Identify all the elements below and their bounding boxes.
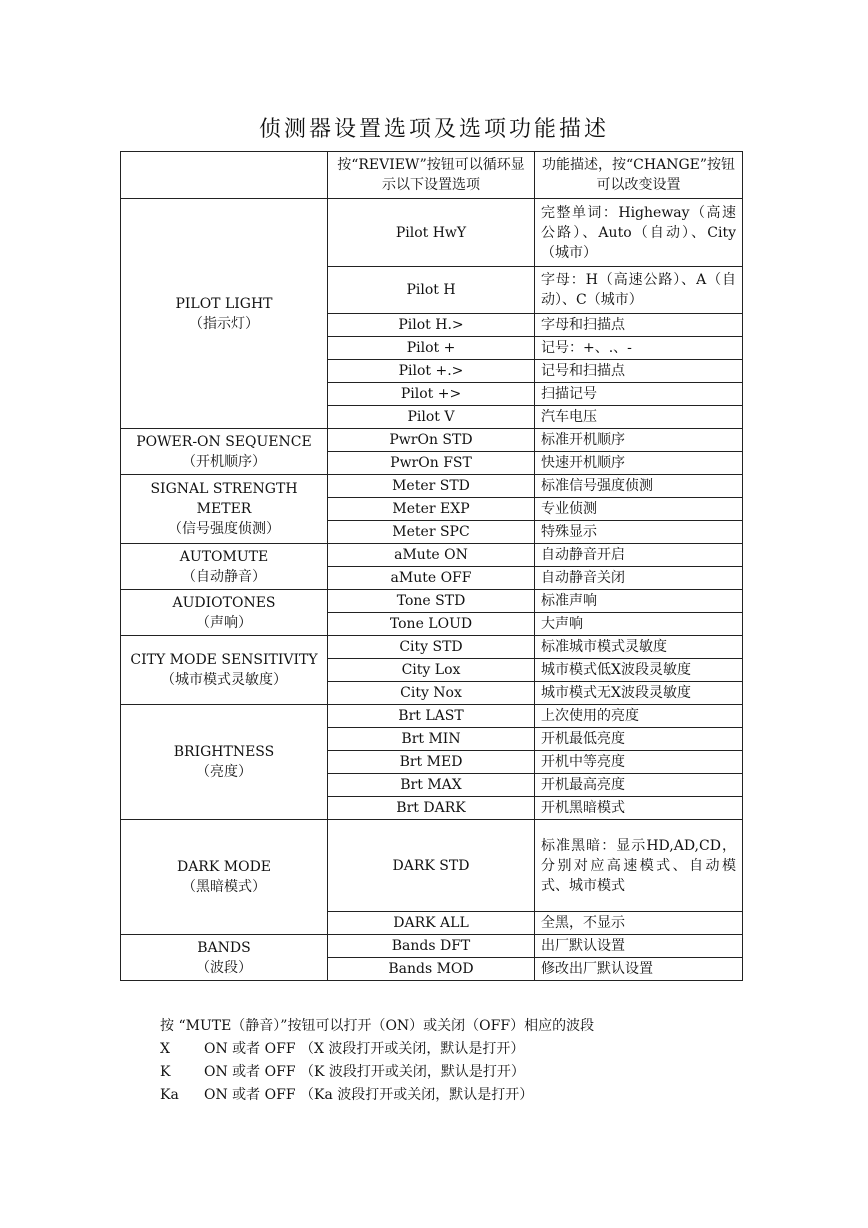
- category-cell: [121, 590, 328, 636]
- table-header-row: [121, 152, 743, 199]
- category-name-en: BANDS: [197, 939, 251, 956]
- option-cell: Pilot V: [328, 406, 535, 429]
- band-description: ON 或者 OFF （K 波段打开或关闭，默认是打开）: [204, 1064, 525, 1080]
- band-label: Ka: [160, 1087, 179, 1103]
- description-cell: 完整单词：Higheway（高速公路）、Auto（自动）、City（城市）: [535, 199, 743, 267]
- table-row: [121, 590, 743, 613]
- notes-section: [160, 1015, 594, 1107]
- option-cell: Meter SPC: [328, 521, 535, 544]
- description-cell: 自动静音开启: [535, 544, 743, 567]
- category-cell: [121, 429, 328, 475]
- option-cell: Brt LAST: [328, 705, 535, 728]
- category-cell: [121, 199, 328, 429]
- settings-table-body: [121, 152, 743, 981]
- description-cell: 标准开机顺序: [535, 429, 743, 452]
- band-label: X: [160, 1041, 170, 1057]
- option-cell: City Nox: [328, 682, 535, 705]
- header-category: [121, 152, 328, 199]
- option-cell: City Lox: [328, 659, 535, 682]
- document-title: 侦测器设置选项及选项功能描述: [258, 117, 609, 142]
- option-cell: PwrOn STD: [328, 429, 535, 452]
- description-cell: 扫描记号: [535, 383, 743, 406]
- category-name-cn: （波段）: [196, 959, 252, 976]
- table-row: [121, 199, 743, 267]
- option-cell: Tone STD: [328, 590, 535, 613]
- option-cell: aMute OFF: [328, 567, 535, 590]
- option-cell: Bands MOD: [328, 958, 535, 981]
- settings-table: [120, 151, 743, 981]
- option-cell: Brt MIN: [328, 728, 535, 751]
- table-row: [121, 544, 743, 567]
- option-cell: Brt DARK: [328, 797, 535, 820]
- option-cell: Pilot +: [328, 337, 535, 360]
- category-name-cn: （亮度）: [196, 764, 252, 780]
- description-cell: 出厂默认设置: [535, 935, 743, 958]
- description-cell: 标准黑暗：显示HD,AD,CD，分别对应高速模式、自动模式、城市模式: [535, 820, 743, 912]
- category-name-en: POWER-ON SEQUENCE: [136, 433, 312, 450]
- description-cell: 开机最低亮度: [535, 728, 743, 751]
- category-cell: [121, 705, 328, 820]
- option-cell: Pilot +.>: [328, 360, 535, 383]
- category-name-en: CITY MODE SENSITIVITY: [130, 652, 318, 668]
- category-name-cn: （声响）: [196, 614, 252, 631]
- table-row: [121, 475, 743, 498]
- description-cell: 大声响: [535, 613, 743, 636]
- category-cell: [121, 935, 328, 981]
- band-description: ON 或者 OFF （X 波段打开或关闭，默认是打开）: [204, 1041, 525, 1057]
- option-cell: Brt MAX: [328, 774, 535, 797]
- option-cell: Pilot HwY: [328, 199, 535, 267]
- header-review-options: 按“REVIEW”按钮可以循环显示以下设置选项: [328, 152, 535, 199]
- description-cell: 标准城市模式灵敏度: [535, 636, 743, 659]
- description-cell: 快速开机顺序: [535, 452, 743, 475]
- description-cell: 修改出厂默认设置: [535, 958, 743, 981]
- description-cell: 全黑，不显示: [535, 912, 743, 935]
- option-cell: PwrOn FST: [328, 452, 535, 475]
- description-cell: 城市模式无X波段灵敏度: [535, 682, 743, 705]
- band-note-ka: [160, 1084, 594, 1107]
- option-cell: City STD: [328, 636, 535, 659]
- description-cell: 城市模式低X波段灵敏度: [535, 659, 743, 682]
- option-cell: Meter EXP: [328, 498, 535, 521]
- description-cell: 标准声响: [535, 590, 743, 613]
- option-cell: Brt MED: [328, 751, 535, 774]
- description-cell: 汽车电压: [535, 406, 743, 429]
- category-name-en: SIGNAL STRENGTH METER: [150, 481, 298, 517]
- table-row: [121, 429, 743, 452]
- description-cell: 记号和扫描点: [535, 360, 743, 383]
- option-cell: aMute ON: [328, 544, 535, 567]
- band-note-x: [160, 1038, 594, 1061]
- option-cell: Meter STD: [328, 475, 535, 498]
- option-cell: Pilot H: [328, 267, 535, 314]
- option-cell: Pilot H.>: [328, 314, 535, 337]
- description-cell: 上次使用的亮度: [535, 705, 743, 728]
- category-name-en: AUTOMUTE: [179, 548, 269, 565]
- description-cell: 字母：H（高速公路）、A（自动）、C（城市）: [535, 267, 743, 314]
- category-name-en: AUDIOTONES: [172, 594, 276, 611]
- description-cell: 开机最高亮度: [535, 774, 743, 797]
- table-row: [121, 820, 743, 912]
- description-cell: 特殊显示: [535, 521, 743, 544]
- category-name-cn: （信号强度侦测）: [168, 521, 280, 537]
- option-cell: Pilot +>: [328, 383, 535, 406]
- description-cell: 开机黑暗模式: [535, 797, 743, 820]
- category-name-cn: （城市模式灵敏度）: [161, 672, 287, 688]
- band-description: ON 或者 OFF （Ka 波段打开或关闭，默认是打开）: [204, 1087, 534, 1103]
- description-cell: 自动静音关闭: [535, 567, 743, 590]
- category-cell: [121, 820, 328, 935]
- description-cell: 开机中等亮度: [535, 751, 743, 774]
- band-note-k: [160, 1061, 594, 1084]
- table-row: [121, 705, 743, 728]
- category-name-en: DARK MODE: [176, 859, 272, 875]
- description-cell: 记号：+、.、-: [535, 337, 743, 360]
- category-name-en: BRIGHTNESS: [173, 744, 275, 760]
- header-function-description: 功能描述，按“CHANGE”按钮可以改变设置: [535, 152, 743, 199]
- category-name-cn: （开机顺序）: [182, 453, 266, 470]
- description-cell: 专业侦测: [535, 498, 743, 521]
- description-cell: 标准信号强度侦测: [535, 475, 743, 498]
- category-cell: [121, 544, 328, 590]
- option-cell: Tone LOUD: [328, 613, 535, 636]
- option-cell: Bands DFT: [328, 935, 535, 958]
- option-cell: DARK STD: [328, 820, 535, 912]
- category-name-cn: （黑暗模式）: [182, 879, 266, 895]
- category-name-en: PILOT LIGHT: [175, 295, 273, 312]
- category-cell: [121, 475, 328, 544]
- table-row: [121, 935, 743, 958]
- mute-instruction: 按 “MUTE（静音）”按钮可以打开（ON）或关闭（OFF）相应的波段: [160, 1018, 595, 1034]
- table-row: [121, 636, 743, 659]
- category-name-cn: （指示灯）: [189, 315, 259, 332]
- option-cell: DARK ALL: [328, 912, 535, 935]
- description-cell: 字母和扫描点: [535, 314, 743, 337]
- category-name-cn: （自动静音）: [182, 568, 266, 585]
- category-cell: [121, 636, 328, 705]
- band-label: K: [160, 1064, 171, 1080]
